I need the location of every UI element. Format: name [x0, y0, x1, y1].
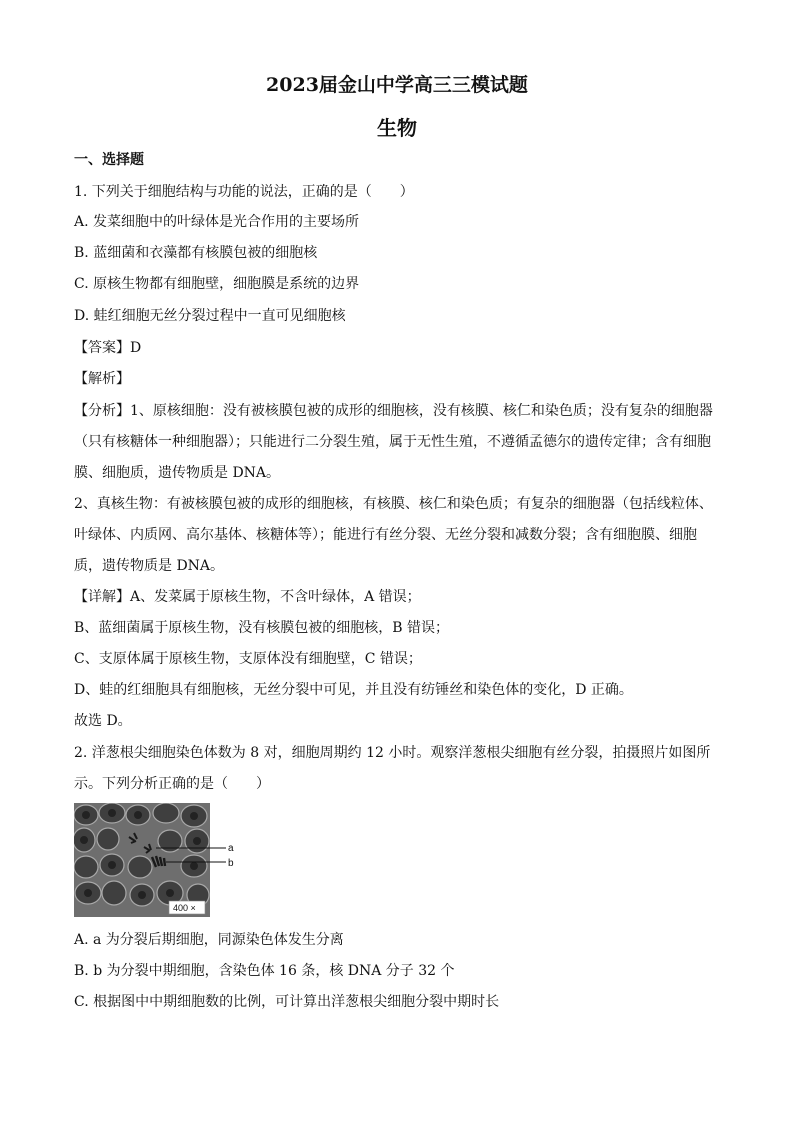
magnification-label: 400 × — [173, 903, 196, 913]
exam-title: 2023届金山中学高三三模试题 — [266, 74, 528, 96]
q1-option-a: A. 发菜细胞中的叶绿体是光合作用的主要场所 — [74, 214, 360, 230]
q2-option-a: A. a 为分裂后期细胞，同源染色体发生分离 — [74, 932, 344, 948]
q2-option-b: B. b 为分裂中期细胞，含染色体 16 条，核 DNA 分子 32 个 — [74, 963, 455, 979]
subject-title: 生物 — [377, 116, 417, 140]
q1-explanation-line: 2、真核生物：有被核膜包被的成形的细胞核，有核膜、核仁和染色质；有复杂的细胞器（包括线粒体、 — [74, 496, 713, 512]
q1-explanation-line: C、支原体属于原核生物，支原体没有细胞壁，C 错误； — [74, 651, 422, 667]
q1-explanation-line: 【分析】1、原核细胞：没有被核膜包被的成形的细胞核，没有核膜、核仁和染色质；没有复杂的细胞器 — [74, 403, 713, 419]
figure-label-b: b — [228, 858, 234, 869]
q1-explanation-line: 故选 D。 — [74, 713, 132, 729]
q2-option-c: C. 根据图中中期细胞数的比例，可计算出洋葱根尖细胞分裂中期时长 — [74, 994, 500, 1010]
section-heading: 一、选择题 — [74, 152, 144, 168]
q1-option-b: B. 蓝细菌和衣藻都有核膜包被的细胞核 — [74, 245, 318, 261]
q1-explanation-line: 叶绿体、内质网、高尔基体、核糖体等）；能进行有丝分裂、无丝分裂和减数分裂；含有细胞膜、细胞 — [74, 527, 697, 543]
q1-option-d: D. 蛙红细胞无丝分裂过程中一直可见细胞核 — [74, 308, 346, 324]
q1-explanation-line: 【详解】A、发菜属于原核生物，不含叶绿体，A 错误； — [74, 589, 421, 605]
q1-explanation-line: 质，遗传物质是 DNA。 — [74, 558, 225, 574]
figure-label-a: a — [228, 843, 234, 854]
q1-explanation-line: （只有核糖体一种细胞器）；只能进行二分裂生殖，属于无性生殖，不遵循孟德尔的遗传定律；含有细胞 — [74, 434, 711, 450]
q2-stem-line: 示。下列分析正确的是（ ） — [74, 776, 270, 792]
q1-explanation-line: B、蓝细菌属于原核生物，没有核膜包被的细胞核，B 错误； — [74, 620, 450, 636]
q1-option-c: C. 原核生物都有细胞壁，细胞膜是系统的边界 — [74, 276, 360, 292]
q2-stem-line: 2. 洋葱根尖细胞染色体数为 8 对，细胞周期约 12 小时。观察洋葱根尖细胞有丝分裂，拍摄照片如图所 — [74, 745, 711, 761]
q1-explanation-line: 膜、细胞质，遗传物质是 DNA。 — [74, 465, 281, 481]
q1-analysis-label: 【解析】 — [74, 371, 130, 387]
onion-root-tip-micrograph — [74, 803, 244, 917]
q1-explanation-line: D、蛙的红细胞具有细胞核，无丝分裂中可见，并且没有纺锤丝和染色体的变化，D 正确。 — [74, 682, 633, 698]
micrograph-figure — [74, 803, 244, 917]
q1-answer: 【答案】D — [74, 340, 142, 356]
q1-stem: 1. 下列关于细胞结构与功能的说法，正确的是（ ） — [74, 184, 414, 200]
